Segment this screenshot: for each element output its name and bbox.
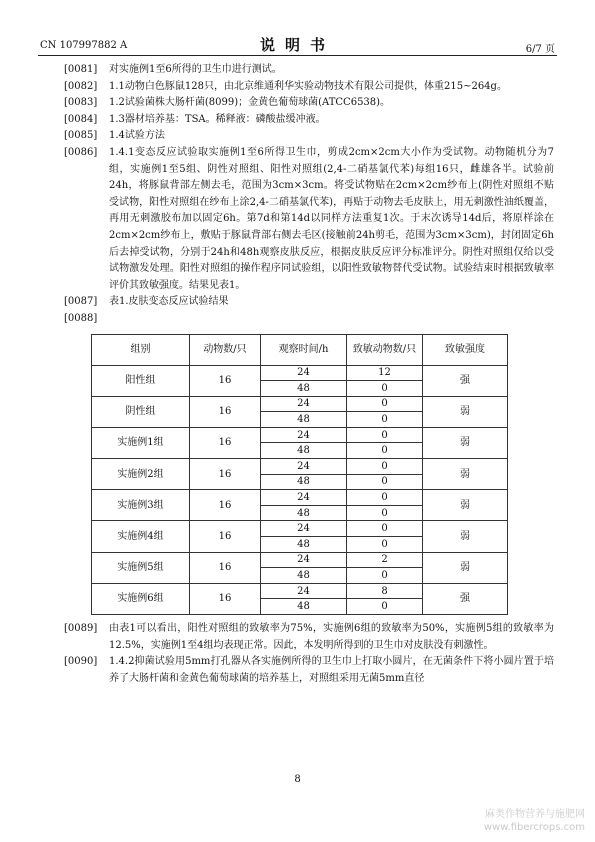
cell-strength: 弱	[423, 459, 508, 490]
cell-group: 实施例5组	[92, 552, 190, 583]
cell-obs-time: 48	[261, 599, 347, 615]
paragraph-text	[109, 311, 554, 328]
cell-sensitized-count: 0	[347, 427, 423, 443]
paragraph-text: 由表1可以看出，阳性对照组的致敏率为75%，实施例6组的致敏率为50%，实施例5组的致敏率为12.5%，实施例1至4组均表现正常。因此，本发明所得到的卫生巾对皮肤没有刺激性。	[109, 623, 554, 651]
paragraph-text: 对实施例1至6所得的卫生巾进行测试。	[109, 64, 282, 75]
paragraph-number: [0088]	[64, 312, 98, 324]
paragraph-number: [0089]	[64, 623, 98, 634]
cell-animal-count: 16	[190, 490, 261, 521]
cell-group: 阳性组	[92, 365, 190, 396]
table-row	[92, 427, 508, 443]
doc-number: CN 107997882 A	[40, 40, 128, 51]
cell-strength: 弱	[423, 396, 508, 427]
table-row	[92, 365, 508, 381]
cell-animal-count: 16	[190, 521, 261, 552]
watermark	[484, 808, 585, 834]
cell-sensitized-count: 0	[347, 599, 423, 615]
cell-sensitized-count: 0	[347, 459, 423, 475]
cell-obs-time: 24	[261, 396, 347, 412]
table-header-row	[92, 334, 508, 365]
cell-animal-count: 16	[190, 459, 261, 490]
cell-sensitized-count: 0	[347, 474, 423, 490]
table-row	[92, 583, 508, 599]
cell-animal-count: 16	[190, 427, 261, 458]
cell-obs-time: 24	[261, 552, 347, 568]
cell-animal-count: 16	[190, 396, 261, 427]
cell-sensitized-count: 0	[347, 490, 423, 506]
cell-strength: 弱	[423, 521, 508, 552]
paragraphs-before	[64, 62, 554, 328]
paragraph	[64, 112, 554, 129]
cell-group: 实施例1组	[92, 427, 190, 458]
results-table	[91, 334, 508, 616]
paragraph	[64, 128, 554, 145]
paragraph-number: [0084]	[64, 113, 98, 125]
paragraph	[64, 79, 554, 96]
cell-animal-count: 16	[190, 365, 261, 396]
cell-strength: 强	[423, 583, 508, 614]
cell-sensitized-count: 0	[347, 537, 423, 553]
cell-obs-time: 48	[261, 412, 347, 428]
cell-sensitized-count: 0	[347, 381, 423, 397]
table-row	[92, 490, 508, 506]
cell-animal-count: 16	[190, 583, 261, 614]
paragraph-number: [0087]	[64, 296, 98, 308]
paragraph-text: 表1.皮肤变态反应试验结果	[109, 296, 229, 308]
table-row	[92, 459, 508, 475]
cell-obs-time: 48	[261, 568, 347, 584]
watermark-line-2: www.fibercrops.com	[483, 822, 585, 833]
paragraph-number: [0086]	[64, 146, 98, 158]
cell-obs-time: 24	[261, 459, 347, 475]
col-header-strength: 致敏强度	[423, 334, 508, 365]
paragraph-text: 1.4.1变态反应试验取实施例1至6所得卫生巾，剪成2cm×2cm大小作为受试物。动物随机分为7组，实施例1至5组、阴性对照组、阳性对照组(2,4-二硝基氯代苯)每组16只，雌雄各半。试验前24h，将豚鼠背部左侧去毛，范围为3cm×3cm。将受试物贴在2cm×2cm纱布上(阴性对照组不贴受试物，阳性对照组在纱布上涂2,4-二硝基氯代苯)，再贴于动物去毛皮肤上，用无刺激性油纸覆盖，再用无刺激胶布加以固定6h。第7d和第14d以同样方法重复1次。于末次诱导14d后，将原样涂在2cm×2cm纱布上，敷贴于豚鼠背部右侧去毛区(接触前24h剪毛，范围为3cm×3cm)，封闭固定6h后去掉受试物，分别于24h和48h观察皮肤反应，根据皮肤反应评分标准评分。阴性对照组仅给以受试物激发处理。阳性对照组的操作程序同试验组，以阳性致敏物替代受试物。试验结束时根据致敏率评价其致敏强度。结果见表1。	[109, 146, 554, 291]
paragraph-text: 1.3器材培养基：TSA。稀释液：磷酸盐缓冲液。	[109, 113, 326, 125]
table-body	[92, 365, 508, 615]
cell-group: 阴性组	[92, 396, 190, 427]
col-header-sensitized: 致敏动物数/只	[347, 334, 423, 365]
table-row	[92, 521, 508, 537]
cell-obs-time: 24	[261, 365, 347, 381]
paragraph	[64, 621, 554, 654]
document-body	[64, 62, 554, 687]
paragraphs-after	[64, 621, 554, 687]
paragraph-text: 1.4试验方法	[109, 130, 165, 142]
paragraph-number: [0085]	[64, 130, 98, 142]
paragraph-number: [0090]	[64, 656, 98, 668]
cell-obs-time: 24	[261, 490, 347, 506]
page-number: 8	[294, 774, 301, 785]
page-info: 6/7 页	[525, 44, 555, 55]
cell-group: 实施例4组	[92, 521, 190, 552]
paragraph-text: 1.4.2抑菌试验用5mm打孔器从各实施例所得的卫生巾上打取小圆片，在无菌条件下将小圆片置于培养了大肠杆菌和金黄色葡萄球菌的培养基上，对照组采用无菌5mm直径	[109, 656, 554, 684]
page-title: 说明书	[259, 36, 335, 54]
cell-group: 实施例3组	[92, 490, 190, 521]
paragraph-number: [0082]	[64, 80, 98, 92]
paragraph	[64, 311, 554, 328]
cell-sensitized-count: 0	[347, 521, 423, 537]
cell-strength: 弱	[423, 427, 508, 458]
cell-obs-time: 48	[261, 381, 347, 397]
paragraph-number: [0081]	[64, 64, 98, 75]
cell-strength: 弱	[423, 552, 508, 583]
cell-obs-time: 24	[261, 521, 347, 537]
table-row	[92, 396, 508, 412]
cell-sensitized-count: 0	[347, 568, 423, 584]
paragraph	[64, 654, 554, 687]
cell-strength: 弱	[423, 490, 508, 521]
paragraph-number: [0083]	[64, 97, 98, 109]
cell-obs-time: 24	[261, 427, 347, 443]
cell-group: 实施例6组	[92, 583, 190, 614]
page-header	[38, 0, 557, 56]
cell-sensitized-count: 12	[347, 365, 423, 381]
paragraph	[64, 95, 554, 112]
cell-sensitized-count: 0	[347, 412, 423, 428]
table-row	[92, 552, 508, 568]
paragraph-text: 1.1动物白色豚鼠128只，由北京维通利华实验动物技术有限公司提供，体重215~264g。	[109, 80, 507, 92]
cell-sensitized-count: 0	[347, 396, 423, 412]
paragraph	[64, 294, 554, 311]
cell-group: 实施例2组	[92, 459, 190, 490]
cell-obs-time: 48	[261, 443, 347, 459]
paragraph-text: 1.2试验菌株大肠杆菌(8099)；金黄色葡萄球菌(ATCC6538)。	[109, 97, 391, 109]
cell-sensitized-count: 0	[347, 443, 423, 459]
col-header-obs-time: 观察时间/h	[261, 334, 347, 365]
cell-obs-time: 48	[261, 505, 347, 521]
cell-obs-time: 48	[261, 537, 347, 553]
paragraph	[64, 62, 554, 79]
cell-obs-time: 48	[261, 474, 347, 490]
watermark-line-1: 麻类作物营养与施肥网	[485, 809, 585, 820]
cell-sensitized-count: 8	[347, 583, 423, 599]
header-rule	[38, 55, 557, 56]
col-header-count: 动物数/只	[190, 334, 261, 365]
cell-animal-count: 16	[190, 552, 261, 583]
cell-sensitized-count: 2	[347, 552, 423, 568]
paragraph	[64, 145, 554, 294]
cell-obs-time: 24	[261, 583, 347, 599]
cell-sensitized-count: 0	[347, 505, 423, 521]
col-header-group: 组别	[92, 334, 190, 365]
cell-strength: 强	[423, 365, 508, 396]
